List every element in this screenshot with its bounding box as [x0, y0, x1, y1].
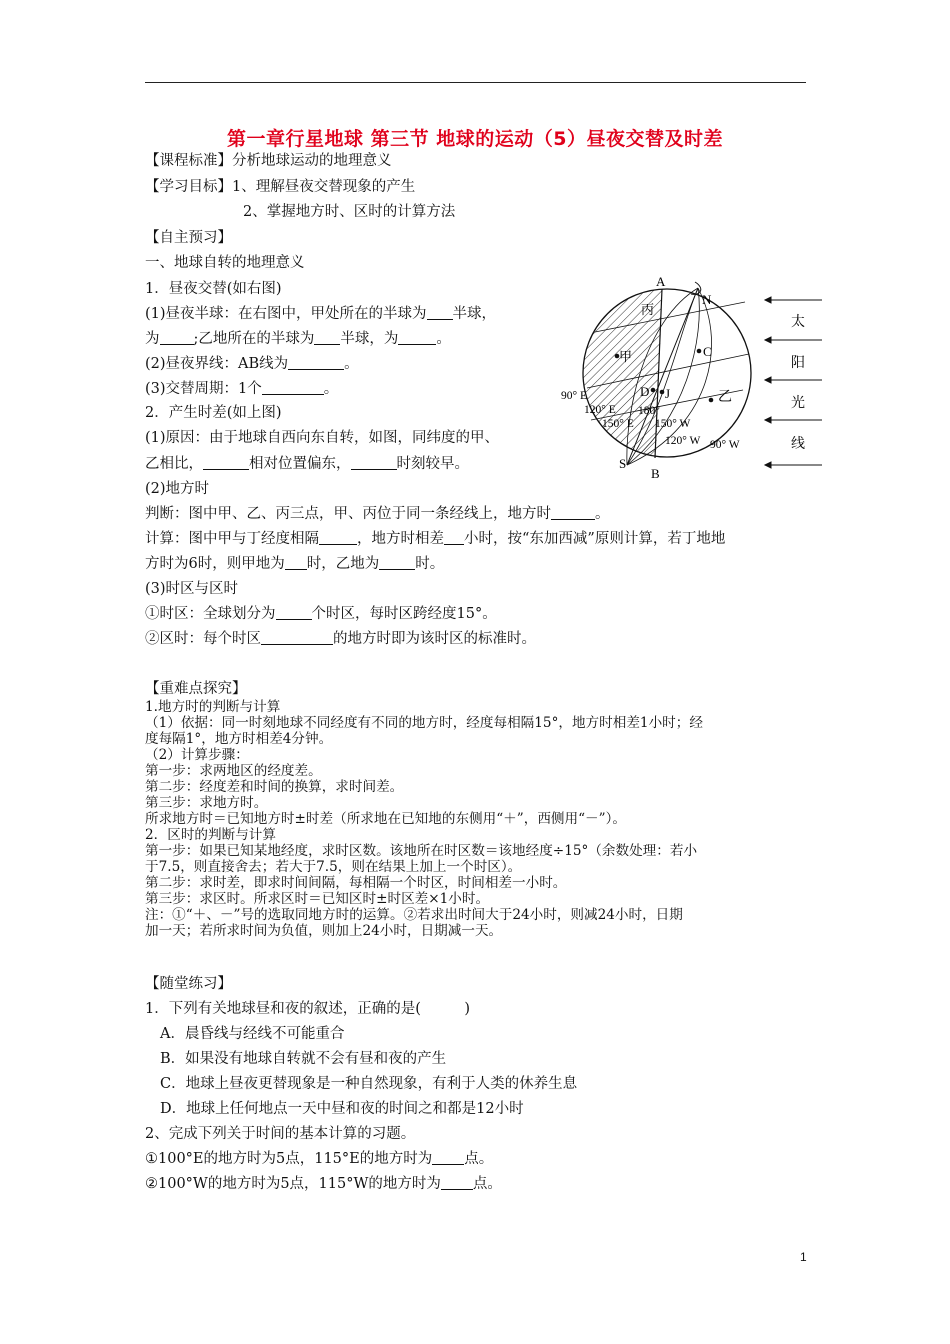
practice-question-2: 2、完成下列关于时间的基本计算的习题。 — [145, 1126, 416, 1142]
label-150e: 150° E — [602, 418, 634, 430]
key-line: 第二步：求时差，即求时间间隔，每相隔一个时区，时间相差一小时。 — [145, 875, 567, 891]
page-number: 1 — [800, 1250, 807, 1264]
answer-blank[interactable] — [203, 455, 249, 470]
label-d: D — [640, 384, 650, 399]
key-line: 第二步：经度差和时间的换算，求时间差。 — [145, 779, 404, 795]
label-n: N — [702, 292, 712, 307]
learning-goal-1: 【学习目标】1、理解昼夜交替现象的产生 — [145, 179, 416, 195]
option-c[interactable]: C．地球上昼夜更替现象是一种自然现象，有利于人类的休养生息 — [160, 1076, 578, 1092]
key-line: （1）依据：同一时刻地球不同经度有不同的地方时，经度每相隔15°，地方时相差1小时；经 — [145, 715, 703, 731]
label-150w: 150° W — [655, 418, 691, 430]
section-heading: 一、地球自转的地理意义 — [145, 255, 305, 271]
answer-blank[interactable] — [379, 555, 415, 570]
label-c: C — [703, 344, 712, 359]
answer-blank[interactable] — [351, 455, 397, 470]
answer-blank[interactable] — [441, 1175, 473, 1190]
key-line: 加一天；若所求时间为负值，则加上24小时，日期减一天。 — [145, 923, 503, 939]
label-120e: 120° E — [584, 404, 616, 416]
point-d-marker — [651, 388, 656, 393]
point-j-marker — [660, 390, 665, 395]
answer-blank[interactable] — [444, 530, 464, 545]
key-line: 注：①“＋、－”号的选取同地方时的运算。②若求出时间大于24小时，则减24小时，日期 — [145, 907, 683, 923]
question-line: ①时区：全球划分为 个时区，每时区跨经度15°。 — [145, 606, 497, 622]
question-line: 乙相比， 相对位置偏东， 时刻较早。 — [145, 456, 469, 472]
key-line: （2）计算步骤： — [145, 747, 249, 763]
key-line: 1.地方时的判断与计算 — [145, 699, 281, 715]
key-line: 第一步：如果已知某地经度，求时区数。该地所在时区数＝该地经度÷15°（余数处理：若小 — [145, 843, 698, 859]
option-d[interactable]: D．地球上任何地点一天中昼和夜的时间之和都是12小时 — [160, 1101, 524, 1117]
answer-blank[interactable] — [160, 330, 194, 345]
key-line: 度每隔1°，地方时相差4分钟。 — [145, 731, 333, 747]
sunlight-label-3: 光 — [791, 396, 805, 411]
question-line: 判断：图中甲、乙、丙三点，甲、丙位于同一条经线上，地方时 。 — [145, 506, 610, 522]
label-s: S — [619, 456, 627, 471]
label-180: 180° — [638, 405, 660, 417]
sunlight-label-1: 太 — [791, 315, 805, 330]
question-line: (2)昼夜界线：AB线为 。 — [145, 356, 359, 372]
subheading-time-diff: 2．产生时差(如上图) — [145, 405, 282, 421]
answer-blank[interactable] — [398, 330, 436, 345]
practice-header: 【随堂练习】 — [145, 976, 232, 992]
answer-blank[interactable] — [276, 605, 312, 620]
question-line: 方时为6时，则甲地为 时，乙地为 时。 — [145, 556, 445, 572]
label-yi: 乙 — [718, 390, 732, 405]
course-standard: 【课程标准】分析地球运动的地理意义 — [145, 153, 392, 169]
sunlight-label-4: 线 — [791, 437, 805, 452]
question-line: ②区时：每个时区 的地方时即为该时区的标准时。 — [145, 631, 536, 647]
answer-blank[interactable] — [432, 1150, 464, 1165]
answer-blank[interactable] — [314, 330, 340, 345]
key-points-header: 【重难点探究】 — [145, 681, 247, 697]
label-a: A — [656, 274, 666, 289]
question-line: (1)昼夜半球：在右图中，甲处所在的半球为 半球， — [145, 306, 497, 322]
question-line: ②100°W的地方时为5点，115°W的地方时为 点。 — [145, 1176, 502, 1192]
question-line: (3)交替周期：1个 。 — [145, 381, 339, 397]
key-line: 第三步：求地方时。 — [145, 795, 268, 811]
key-line: 于7.5，则直接舍去；若大于7.5，则在结果上加上一个时区）。 — [145, 859, 522, 875]
key-line: 2．区时的判断与计算 — [145, 827, 276, 843]
earth-diagram — [555, 270, 830, 485]
label-b: B — [651, 466, 660, 481]
answer-blank[interactable] — [319, 530, 357, 545]
header-rule — [145, 82, 806, 83]
answer-blank[interactable] — [261, 630, 333, 645]
key-line: 第一步：求两地区的经度差。 — [145, 763, 322, 779]
label-jia: 甲 — [619, 349, 633, 364]
practice-question-1: 1．下列有关地球昼和夜的叙述，正确的是( ) — [145, 1001, 471, 1017]
option-a[interactable]: A．晨昏线与经线不可能重合 — [160, 1026, 345, 1042]
label-90e: 90° E — [561, 390, 587, 402]
answer-blank[interactable] — [427, 305, 453, 320]
label-120w: 120° W — [665, 435, 701, 447]
text-line: (3)时区与区时 — [145, 581, 239, 597]
label-j: J — [665, 386, 671, 401]
option-b[interactable]: B．如果没有地球自转就不会有昼和夜的产生 — [160, 1051, 447, 1067]
sunlight-label-2: 阳 — [791, 356, 805, 371]
preview-header: 【自主预习】 — [145, 230, 232, 246]
question-line: 为 ;乙地所在的半球为 半球，为 。 — [145, 331, 451, 347]
text-line: (2)地方时 — [145, 481, 210, 497]
point-c-marker — [697, 349, 702, 354]
answer-blank[interactable] — [288, 355, 344, 370]
label-90w: 90° W — [710, 439, 740, 451]
key-line: 所求地方时＝已知地方时±时差（所求地在已知地的东侧用“＋”，西侧用“－”）。 — [145, 811, 626, 827]
question-line: ①100°E的地方时为5点，115°E的地方时为 点。 — [145, 1151, 494, 1167]
page-title: 第一章行星地球 第三节 地球的运动（5）昼夜交替及时差 — [227, 128, 723, 150]
subheading-day-night: 1．昼夜交替(如右图) — [145, 281, 282, 297]
question-line: 计算：图中甲与丁经度相隔 ，地方时相差 小时，按“东加西减”原则计算，若丁地地 — [145, 531, 726, 547]
point-yi-marker — [709, 398, 714, 403]
learning-goal-2: 2、掌握地方时、区时的计算方法 — [243, 204, 456, 220]
label-bing: 丙 — [641, 302, 655, 317]
text-line: (1)原因：由于地球自西向东自转，如图，同纬度的甲、 — [145, 430, 500, 446]
answer-blank[interactable] — [262, 380, 324, 395]
key-line: 第三步：求区时。所求区时＝已知区时±时区差×1小时。 — [145, 891, 490, 907]
answer-blank[interactable] — [285, 555, 307, 570]
answer-blank[interactable] — [551, 505, 595, 520]
